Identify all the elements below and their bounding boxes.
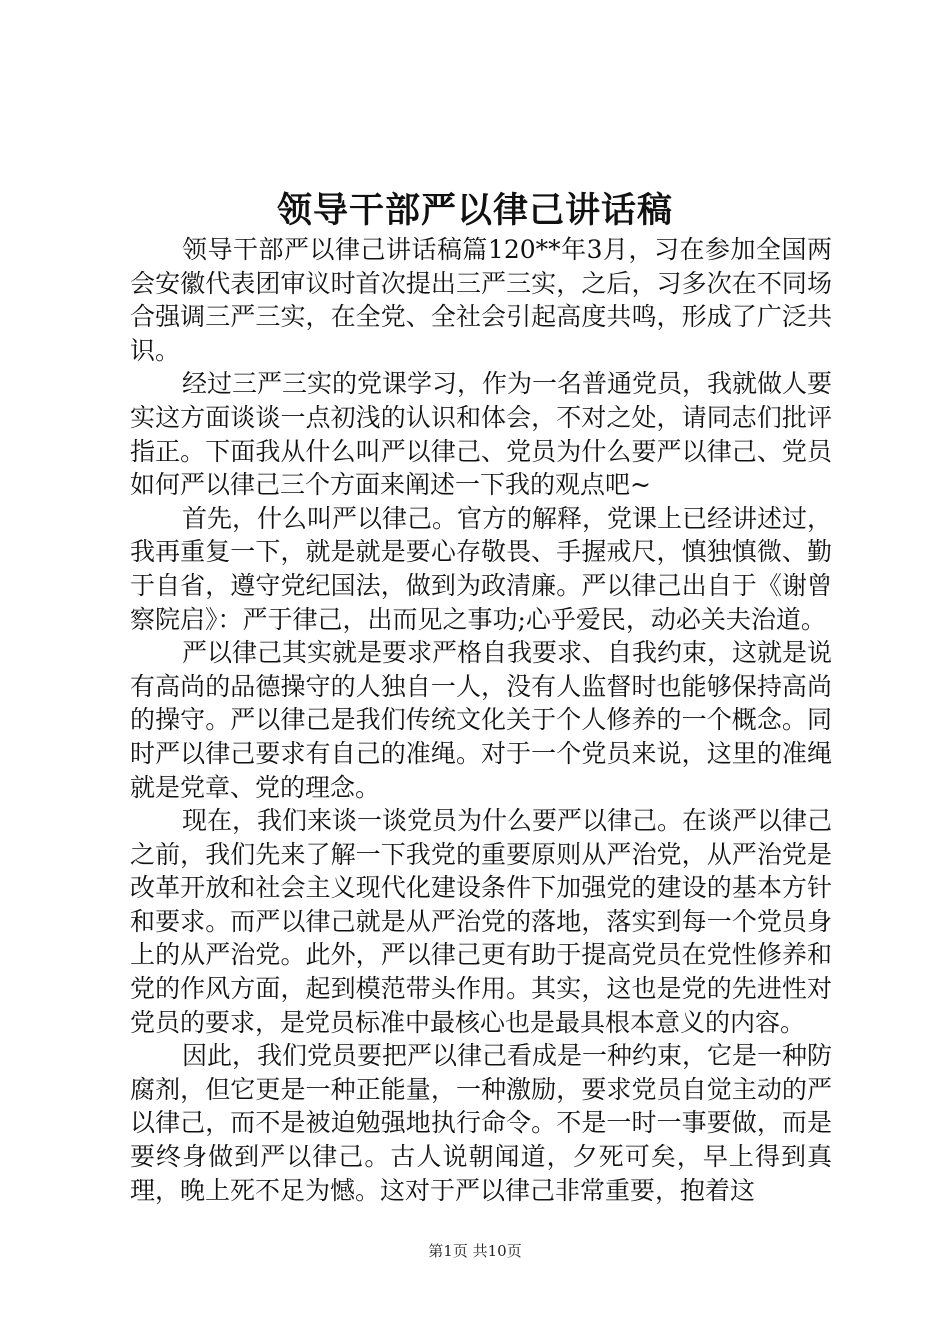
paragraph: 领导干部严以律己讲话稿篇120**年3月，习在参加全国两会安徽代表团审议时首次提出三严三实，之后，习多次在不同场合强调三严三实，在全党、全社会引起高度共鸣，形成了广泛共识。 [130, 235, 832, 365]
document-title: 领导干部严以律己讲话稿 [276, 190, 673, 231]
paragraph: 因此，我们党员要把严以律己看成是一种约束，它是一种防腐剂，但它更是一种正能量，一种激励，要求党员自觉主动的严以律己，而不是被迫勉强地执行命令。不是一时一事要做，而是要终身做到严以律己。古人说朝闻道，夕死可矣，早上得到真理，晚上死不足为憾。这对于严以律己非常重要，抱着这 [130, 1041, 833, 1205]
document-body [130, 233, 832, 1207]
paragraph: 经过三严三实的党课学习，作为一名普通党员，我就做人要实这方面谈谈一点初浅的认识和体会，不对之处，请同志们批评指正。下面我从什么叫严以律己、党员为什么要严以律己、党员如何严以律己三个方面来阐述一下我的观点吧~ [130, 369, 833, 500]
paragraph: 首先，什么叫严以律己。官方的解释，党课上已经讲述过，我再重复一下，就是就是要心存敬畏、手握戒尺，慎独慎微、勤于自省，遵守党纪国法，做到为政清廉。严以律己出自于《谢曾察院启》：严于律己，出而见之事功;心乎爱民，动必关夫治道。 [130, 503, 833, 634]
paragraph: 严以律己其实就是要求严格自我要求、自我约束，这就是说有高尚的品德操守的人独自一人，没有人监督时也能够保持高尚的操守。严以律己是我们传统文化关于个人修养的一个概念。同时严以律己要求有自己的准绳。对于一个党员来说，这里的准绳就是党章、党的理念。 [130, 638, 833, 802]
page-number-footer: 第1页 共10页 [428, 1242, 522, 1260]
paragraph: 现在，我们来谈一谈党员为什么要严以律己。在谈严以律己之前，我们先来了解一下我党的重要原则从严治党，从严治党是改革开放和社会主义现代化建设条件下加强党的建设的基本方针和要求。而严以律己就是从严治党的落地，落实到每一个党员身上的从严治党。此外，严以律己更有助于提高党员在党性修养和党的作风方面，起到模范带头作用。其实，这也是党的先进性对党员的要求，是党员标准中最核心也是最具根本意义的内容。 [130, 806, 833, 1037]
